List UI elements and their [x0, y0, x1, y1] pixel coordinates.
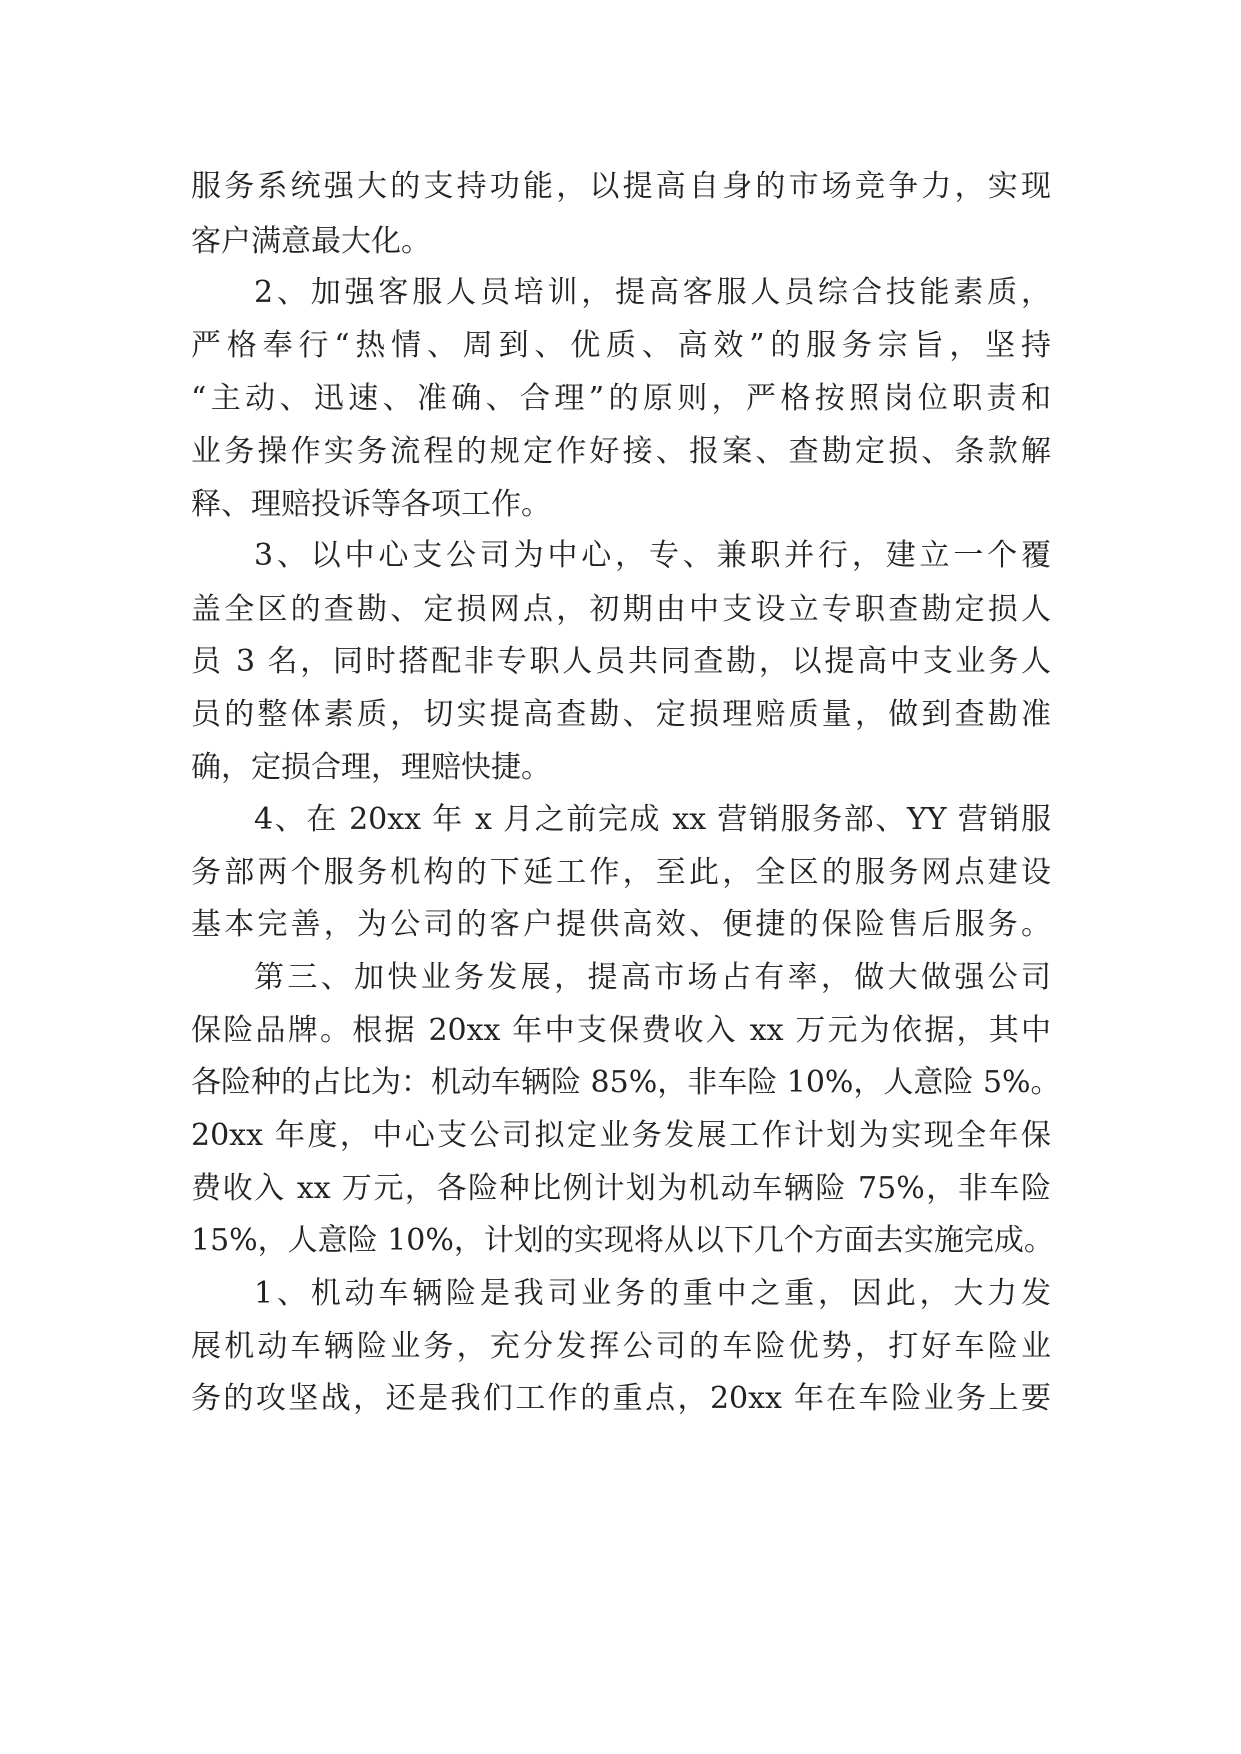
body-text-line: 服务系统强大的支持功能，以提高自身的市场竞争力，实现	[191, 169, 1051, 204]
body-text-line: 客户满意最大化。	[191, 224, 431, 259]
body-text-line: 释、理赔投诉等各项工作。	[191, 487, 551, 522]
body-text-line: 基本完善，为公司的客户提供高效、便捷的保险售后服务。	[191, 907, 1051, 942]
body-text-line: 20xx 年度，中心支公司拟定业务发展工作计划为实现全年保	[191, 1118, 1051, 1153]
body-text-line: 严格奉行“热情、周到、优质、高效”的服务宗旨，坚持	[191, 328, 1051, 363]
body-text-line: “主动、迅速、准确、合理”的原则，严格按照岗位职责和	[191, 381, 1051, 416]
body-text-line: 务的攻坚战，还是我们工作的重点，20xx 年在车险业务上要	[191, 1381, 1051, 1416]
body-text-line: 员的整体素质，切实提高查勘、定损理赔质量，做到查勘准	[191, 697, 1051, 732]
body-text-line: 业务操作实务流程的规定作好接、报案、查勘定损、条款解	[191, 434, 1051, 469]
body-text-line: 确，定损合理，理赔快捷。	[191, 750, 551, 785]
body-text-line: 第三、加快业务发展，提高市场占有率，做大做强公司	[254, 960, 1051, 995]
body-text-line: 务部两个服务机构的下延工作，至此，全区的服务网点建设	[191, 855, 1051, 890]
body-text-line: 盖全区的查勘、定损网点，初期由中支设立专职查勘定损人	[191, 592, 1051, 627]
body-text-line: 4、在 20xx 年 x 月之前完成 xx 营销服务部、YY 营销服	[254, 802, 1051, 837]
body-text-line: 费收入 xx 万元，各险种比例计划为机动车辆险 75%，非车险	[191, 1171, 1051, 1206]
body-text-line: 各险种的占比为：机动车辆险 85%，非车险 10%，人意险 5%。	[191, 1065, 1061, 1100]
body-text-line: 3、以中心支公司为中心，专、兼职并行，建立一个覆	[254, 538, 1051, 573]
body-text-line: 1、机动车辆险是我司业务的重中之重，因此，大力发	[254, 1276, 1051, 1311]
body-text-line: 2、加强客服人员培训，提高客服人员综合技能素质，	[254, 275, 1051, 310]
body-text-line: 展机动车辆险业务，充分发挥公司的车险优势，打好车险业	[191, 1329, 1051, 1364]
body-text-line: 员 3 名，同时搭配非专职人员共同查勘，以提高中支业务人	[191, 644, 1051, 679]
body-text-line: 保险品牌。根据 20xx 年中支保费收入 xx 万元为依据，其中	[191, 1013, 1051, 1048]
body-text-line: 15%，人意险 10%，计划的实现将从以下几个方面去实施完成。	[191, 1223, 1054, 1258]
